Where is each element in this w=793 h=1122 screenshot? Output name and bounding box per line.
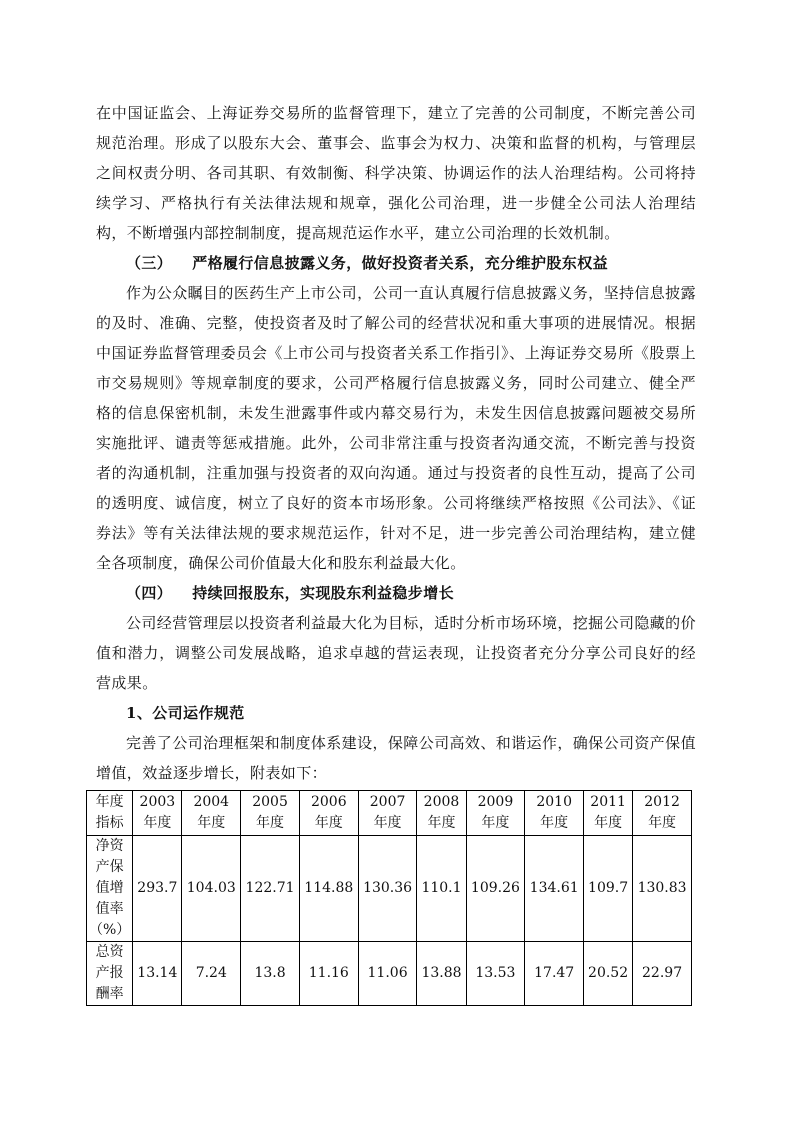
table-cell: 109.26 (466, 836, 525, 942)
table-cell: 13.53 (466, 942, 525, 1006)
table-cell: 134.61 (525, 836, 584, 942)
section-3-title: 严格履行信息披露义务，做好投资者关系，充分维护股东权益 (192, 254, 609, 272)
year-header-2008: 2008 年度 (417, 791, 466, 836)
table-cell: 11.06 (358, 942, 417, 1006)
table-row-total-asset-return (87, 942, 692, 1006)
document-page (89, 98, 696, 1006)
table-cell: 130.36 (358, 836, 417, 942)
table-cell: 7.24 (182, 942, 241, 1006)
section-3-number: （三） (126, 254, 173, 272)
subsection-1-heading (96, 698, 696, 728)
table-cell: 122.71 (241, 836, 300, 942)
section-4-title: 持续回报股东，实现股东利益稳步增长 (192, 584, 455, 602)
table-cell: 13.8 (241, 942, 300, 1006)
year-header-2003: 2003 年度 (133, 791, 182, 836)
section-4-number: （四） (126, 584, 173, 602)
table-cell: 109.7 (584, 836, 633, 942)
year-header-2006: 2006 年度 (299, 791, 358, 836)
table-cell: 17.47 (525, 942, 584, 1006)
section-4-paragraph: 公司经营管理层以投资者利益最大化为目标，适时分析市场环境，挖掘公司隐藏的价值和潜力，调整公司发展战略，追求卓越的营运表现，让投资者充分分享公司良好的经营成果。 (96, 614, 696, 692)
intro-paragraph: 在中国证监会、上海证券交易所的监督管理下，建立了完善的公司制度，不断完善公司规范治理。形成了以股东大会、董事会、监事会为权力、决策和监督的机构，与管理层之间权责分明、各司其职、有效制衡、科学决策、协调运作的法人治理结构。公司将持续学习、严格执行有关法律法规和规章，强化公司治理，进一步健全公司法人治理结构，不断增强内部控制制度，提高规范运作水平，建立公司治理的长效机制。 (96, 104, 696, 242)
year-header-2004: 2004 年度 (182, 791, 241, 836)
table-cell: 130.83 (633, 836, 692, 942)
table-row-net-asset-ratio (87, 836, 692, 942)
section-3-heading (96, 248, 696, 278)
table-cell: 11.16 (299, 942, 358, 1006)
subsection-1-paragraph: 完善了公司治理框架和制度体系建设，保障公司高效、和谐运作，确保公司资产保值增值，效益逐步增长，附表如下： (96, 734, 696, 782)
year-header-2009: 2009 年度 (466, 791, 525, 836)
table-corner-cell (87, 791, 133, 836)
table-cell: 293.7 (133, 836, 182, 942)
table-cell: 22.97 (633, 942, 692, 1006)
row-label-net-asset-ratio: 净资 产保 值增 值率 （%） (87, 836, 133, 942)
year-header-2011: 2011 年度 (584, 791, 633, 836)
year-header-2012: 2012 年度 (633, 791, 692, 836)
table-cell: 114.88 (299, 836, 358, 942)
corner-year-label: 年度 (95, 794, 124, 810)
year-header-2005: 2005 年度 (241, 791, 300, 836)
corner-indicator-label: 指标 (95, 815, 124, 831)
asset-performance-table (86, 790, 692, 1006)
section-3-paragraph: 作为公众瞩目的医药生产上市公司，公司一直认真履行信息披露义务，坚持信息披露的及时、准确、完整，使投资者及时了解公司的经营状况和重大事项的进展情况。根据中国证券监督管理委员会《上市公司与投资者关系工作指引》、上海证券交易所《股票上市交易规则》等规章制度的要求，公司严格履行信息披露义务，同时公司建立、健全严格的信息保密机制，未发生泄露事件或内幕交易行为，未发生因信息披露问题被交易所实施批评、谴责等惩戒措施。此外，公司非常注重与投资者沟通交流，不断完善与投资者的沟通机制，注重加强与投资者的双向沟通。通过与投资者的良性互动，提高了公司的透明度、诚信度，树立了良好的资本市场形象。公司将继续严格按照《公司法》、《证券法》等有关法律法规的要求规范运作，针对不足，进一步完善公司治理结构，建立健全各项制度，确保公司价值最大化和股东利益最大化。 (96, 284, 696, 572)
subsection-1-number: 1、 (126, 704, 153, 722)
table-cell: 13.88 (417, 942, 466, 1006)
table-header-row (87, 791, 692, 836)
year-header-2007: 2007 年度 (358, 791, 417, 836)
subsection-1-title: 公司运作规范 (152, 704, 245, 722)
row-label-total-asset-return: 总资 产报 酬率 (87, 942, 133, 1006)
table-cell: 110.1 (417, 836, 466, 942)
table-cell: 13.14 (133, 942, 182, 1006)
table-cell: 104.03 (182, 836, 241, 942)
table-cell: 20.52 (584, 942, 633, 1006)
section-4-heading (96, 578, 696, 608)
year-header-2010: 2010 年度 (525, 791, 584, 836)
